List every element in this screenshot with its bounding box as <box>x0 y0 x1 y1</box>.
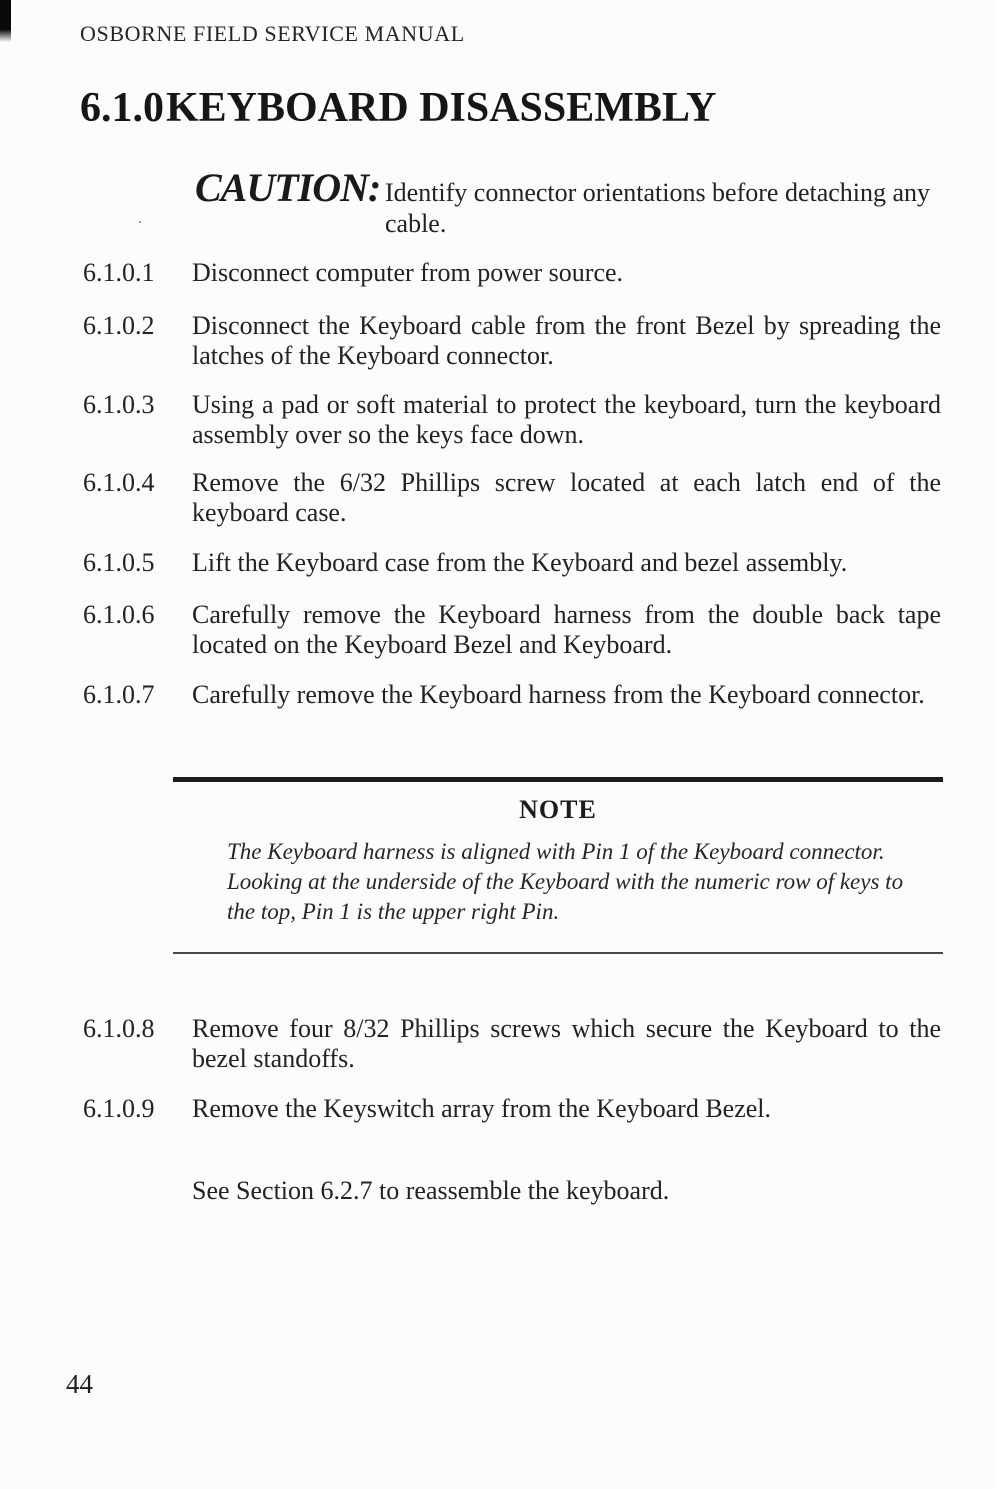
step-text: Remove the 6/32 Phillips screw located at each latch end of the keyboard case. <box>192 468 941 527</box>
step-text: Remove four 8/32 Phillips screws which secure the Keyboard to the bezel standoffs. <box>192 1014 941 1073</box>
step-number: 6.1.0.3 <box>83 390 155 419</box>
step-6-1-0-5 <box>83 548 941 578</box>
step-number: 6.1.0.1 <box>83 258 155 287</box>
scan-artifact-strip <box>0 0 11 42</box>
caution-text: Identify connector orientations before detaching any cable. <box>385 178 931 238</box>
step-6-1-0-8 <box>83 1014 941 1074</box>
step-text: Lift the Keyboard case from the Keyboard and bezel assembly. <box>192 548 848 577</box>
step-text: Using a pad or soft material to protect the keyboard, turn the keyboard assembly over so the keys face down. <box>192 390 941 449</box>
step-6-1-0-3 <box>83 390 941 450</box>
step-text: Carefully remove the Keyboard harness from the Keyboard connector. <box>192 680 925 709</box>
section-title: KEYBOARD DISASSEMBLY <box>166 85 717 131</box>
step-text: Carefully remove the Keyboard harness from the double back tape located on the Keyboard Bezel and Keyboard. <box>192 600 941 659</box>
section-heading <box>80 84 716 132</box>
step-number: 6.1.0.4 <box>83 468 155 497</box>
step-6-1-0-4 <box>83 468 941 528</box>
note-title: NOTE <box>519 795 597 824</box>
step-text: Disconnect computer from power source. <box>192 258 624 287</box>
step-6-1-0-2 <box>83 311 941 371</box>
step-6-1-0-9 <box>83 1094 941 1124</box>
note-box <box>173 777 943 954</box>
step-number: 6.1.0.2 <box>83 311 155 340</box>
step-text: Remove the Keyswitch array from the Keyboard Bezel. <box>192 1094 772 1123</box>
caution-label: CAUTION: <box>195 165 381 210</box>
section-number: 6.1.0 <box>80 85 164 131</box>
step-6-1-0-6 <box>83 600 941 660</box>
step-number: 6.1.0.5 <box>83 548 155 577</box>
running-header: OSBORNE FIELD SERVICE MANUAL <box>80 21 465 46</box>
step-number: 6.1.0.7 <box>83 680 155 709</box>
scan-artifact-speck: · <box>137 212 143 232</box>
caution-block <box>195 164 937 239</box>
step-number: 6.1.0.9 <box>83 1094 155 1123</box>
step-number: 6.1.0.8 <box>83 1014 155 1043</box>
step-number: 6.1.0.6 <box>83 600 155 629</box>
step-6-1-0-1 <box>83 258 941 288</box>
step-6-1-0-7 <box>83 680 941 710</box>
note-text: The Keyboard harness is aligned with Pin 1 of the Keyboard connector. Looking at the underside of the Keyboard with the numeric row of keys to the top, Pin 1 is the upper right Pin. <box>227 839 904 924</box>
reassembly-reference: See Section 6.2.7 to reassemble the keyboard. <box>192 1176 670 1205</box>
step-text: Disconnect the Keyboard cable from the front Bezel by spreading the latches of the Keyboard connector. <box>192 311 941 370</box>
page-number: 44 <box>66 1369 93 1399</box>
